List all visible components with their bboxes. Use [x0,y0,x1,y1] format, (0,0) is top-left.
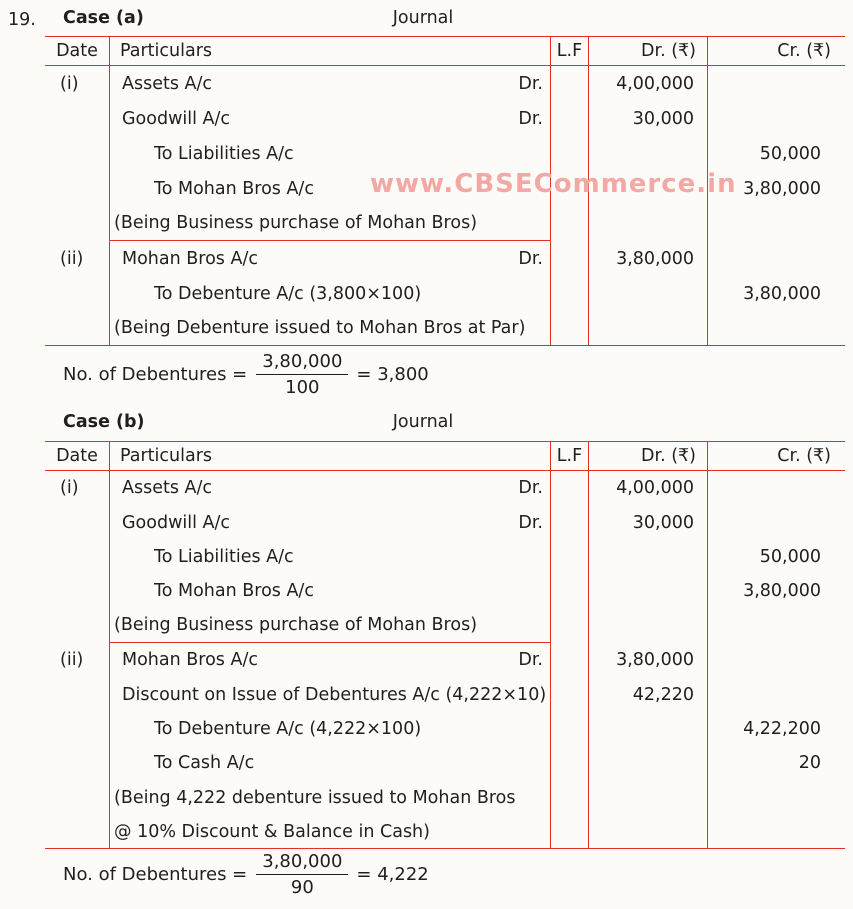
debit-amount-cell [589,311,708,346]
credit-amount-cell: 3,80,000 [743,178,821,199]
date-cell: (ii) [45,643,110,677]
case-b-heading [45,412,845,438]
particulars-cell [110,471,551,505]
debit-amount-cell [589,206,708,241]
narration-cell: @ 10% Discount & Balance in Cash) [110,815,551,849]
header-lf: L.F [551,441,589,471]
narration-cell: (Being Debenture issued to Mohan Bros at Par) [110,311,551,346]
date-cell: (i) [45,471,110,505]
dr-suffix: Dr. [518,73,543,94]
debit-amount-cell: 4,00,000 [589,471,708,505]
particulars-cell: To Mohan Bros A/c [110,171,551,206]
date-cell: (i) [45,66,110,101]
debit-amount-cell: 42,220 [589,677,708,711]
lf-cell [551,101,589,136]
credit-amount-cell [708,101,845,136]
journal-heading-a: Journal [392,8,454,28]
case-a-title: Case (a) [63,8,144,28]
date-cell [45,815,110,849]
formula-result: = 3,800 [356,364,429,385]
debit-amount-cell [589,574,708,608]
dr-suffix: Dr. [518,248,543,269]
particulars-cell [110,505,551,539]
debit-amount-cell: 3,80,000 [589,241,708,276]
debit-amount-cell [589,815,708,849]
particulars-cell: To Debenture A/c (4,222×100) [110,712,551,746]
credit-amount-cell [708,677,845,711]
case-b-title: Case (b) [63,412,145,432]
fraction-denominator: 100 [285,377,320,398]
lf-cell [551,609,589,643]
header-credit: Cr. (₹) [708,36,845,66]
narration-cell: (Being Business purchase of Mohan Bros) [110,609,551,643]
date-cell [45,311,110,346]
date-cell [45,276,110,311]
credit-amount-cell: 4,22,200 [743,718,821,739]
header-date: Date [45,441,110,471]
formula-result: = 4,222 [356,864,429,885]
site-watermark: www.CBSECommerce.in [370,169,737,199]
journal-table-case-a [45,36,845,346]
lf-cell [551,781,589,815]
lf-cell [551,206,589,241]
particulars-cell: To Liabilities A/c [110,136,551,171]
lf-cell [551,136,589,171]
credit-amount-cell [708,643,845,677]
lf-cell [551,712,589,746]
particulars-cell: To Debenture A/c (3,800×100) [110,276,551,311]
header-debit: Dr. (₹) [589,36,708,66]
particulars-cell [110,66,551,101]
lf-cell [551,677,589,711]
lf-cell [551,505,589,539]
credit-amount-cell [708,471,845,505]
fraction [256,851,348,898]
debit-amount-cell [589,781,708,815]
particulars-cell [110,101,551,136]
account-text: Mohan Bros A/c [122,248,258,269]
date-cell [45,206,110,241]
formula-label: No. of Debentures = [63,364,248,385]
account-text: Mohan Bros A/c [122,650,258,671]
date-cell [45,781,110,815]
debit-amount-cell: 4,00,000 [589,66,708,101]
date-cell [45,101,110,136]
credit-amount-cell [708,66,845,101]
particulars-cell: To Mohan Bros A/c [110,574,551,608]
credit-amount-cell [708,815,845,849]
fraction-numerator: 3,80,000 [256,851,348,875]
formula-label: No. of Debentures = [63,864,248,885]
credit-amount-cell [708,609,845,643]
debit-amount-cell [589,276,708,311]
date-cell [45,712,110,746]
fraction [256,351,348,398]
header-particulars: Particulars [110,36,551,66]
date-cell [45,746,110,780]
particulars-cell: Discount on Issue of Debentures A/c (4,222×10) [110,677,551,711]
account-text: Assets A/c [122,73,213,94]
date-cell [45,574,110,608]
fraction-numerator: 3,80,000 [256,351,348,375]
narration-cell: (Being Business purchase of Mohan Bros) [110,206,551,241]
debit-amount-cell [589,136,708,171]
debit-amount-cell: 30,000 [589,101,708,136]
particulars-cell: To Cash A/c [110,746,551,780]
lf-cell [551,311,589,346]
date-cell [45,136,110,171]
debentures-formula-a [63,351,429,398]
credit-amount-cell: 3,80,000 [743,283,821,304]
journal-heading-b: Journal [392,412,454,432]
header-lf: L.F [551,36,589,66]
credit-amount-cell: 50,000 [759,143,821,164]
fraction-denominator: 90 [290,877,314,898]
particulars-cell [110,241,551,276]
debit-amount-cell: 30,000 [589,505,708,539]
lf-cell [551,471,589,505]
lf-cell [551,241,589,276]
lf-cell [551,574,589,608]
date-cell [45,540,110,574]
dr-suffix: Dr. [518,108,543,129]
header-date: Date [45,36,110,66]
debentures-formula-b [63,851,429,898]
credit-amount-cell [708,505,845,539]
lf-cell [551,276,589,311]
particulars-cell: To Liabilities A/c [110,540,551,574]
debit-amount-cell [589,746,708,780]
date-cell [45,505,110,539]
lf-cell [551,643,589,677]
header-debit: Dr. (₹) [589,441,708,471]
debit-amount-cell [589,540,708,574]
debit-amount-cell: 3,80,000 [589,643,708,677]
date-cell [45,609,110,643]
journal-table-case-b [45,441,845,849]
dr-suffix: Dr. [518,650,543,671]
credit-amount-cell: 20 [798,753,821,774]
question-number: 19. [8,10,36,30]
debit-amount-cell [589,609,708,643]
lf-cell [551,66,589,101]
date-cell [45,171,110,206]
dr-suffix: Dr. [518,478,543,499]
case-a-heading [45,8,845,34]
account-text: Goodwill A/c [122,512,231,533]
date-cell [45,677,110,711]
dr-suffix: Dr. [518,512,543,533]
credit-amount-cell [708,241,845,276]
lf-cell [551,540,589,574]
debit-amount-cell [589,712,708,746]
lf-cell [551,815,589,849]
header-credit: Cr. (₹) [708,441,845,471]
credit-amount-cell: 3,80,000 [743,581,821,602]
credit-amount-cell [708,311,845,346]
narration-cell: (Being 4,222 debenture issued to Mohan Bros [110,781,551,815]
lf-cell [551,171,589,206]
credit-amount-cell [708,781,845,815]
date-cell: (ii) [45,241,110,276]
header-particulars: Particulars [110,441,551,471]
particulars-cell [110,643,551,677]
lf-cell [551,746,589,780]
credit-amount-cell [708,206,845,241]
account-text: Goodwill A/c [122,108,231,129]
debit-amount-cell [589,171,708,206]
credit-amount-cell: 50,000 [759,546,821,567]
account-text: Assets A/c [122,478,213,499]
